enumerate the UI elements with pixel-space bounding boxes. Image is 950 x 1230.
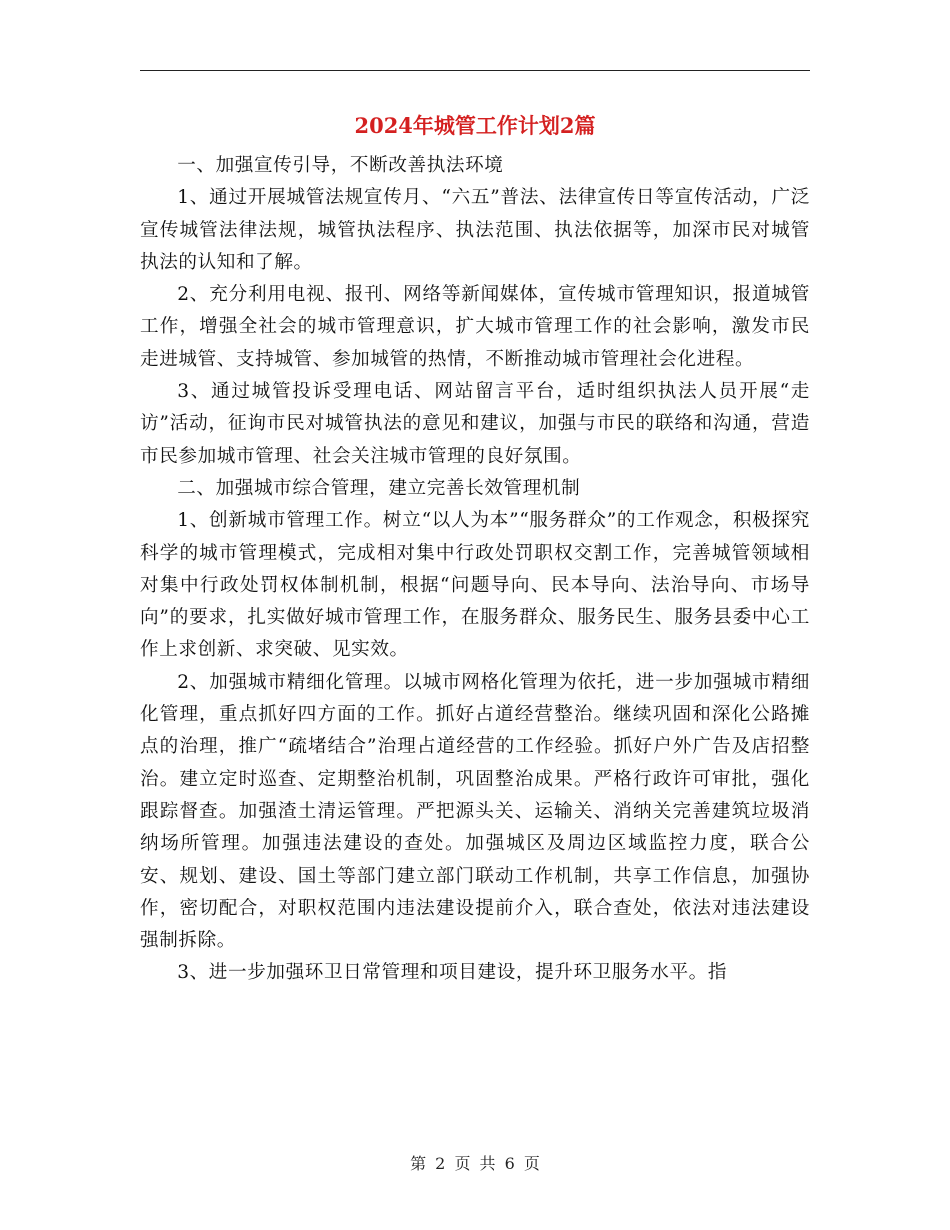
paragraph-2-2: 2、加强城市精细化管理。以城市网格化管理为依托，进一步加强城市精细化管理，重点抓好四方面的工作。抓好占道经营整治。继续巩固和深化公路摊点的治理，推广“疏堵结合”治理占道经营的工作经验。抓好户外广告及店招整治。建立定时巡查、定期整治机制，巩固整治成果。严格行政许可审批，强化跟踪督查。加强渣土清运管理。严把源头关、运输关、消纳关完善建筑垃圾消纳场所管理。加强违法建设的查处。加强城区及周边区域监控力度，联合公安、规划、建设、国土等部门建立部门联动工作机制，共享工作信息，加强协作，密切配合，对职权范围内违法建设提前介入，联合查处，依法对违法建设强制拆除。 (140, 671, 810, 952)
paragraph-1-2: 2、充分利用电视、报刊、网络等新闻媒体，宣传城市管理知识，报道城管工作，增强全社会的城市管理意识，扩大城市管理工作的社会影响，激发市民走进城管、支持城管、参加城管的热情，不断推动城市管理社会化进程。 (140, 284, 810, 370)
paragraph-2-1: 1、创新城市管理工作。树立“以人为本”“服务群众”的工作观念，积极探究科学的城市管理模式，完成相对集中行政处罚职权交割工作，完善城管领域相对集中行政处罚权体制机制，根据“问题导向、民本导向、法治导向、市场导向”的要求，扎实做好城市管理工作，在服务群众、服务民生、服务县委中心工作上求创新、求突破、见实效。 (140, 510, 810, 661)
paragraph-2-3: 3、进一步加强环卫日常管理和项目建设，提升环卫服务水平。指 (177, 962, 728, 984)
header-rule (140, 70, 810, 71)
document-title: 2024年城管工作计划2篇 (354, 113, 596, 138)
paragraph-1-1: 1、通过开展城管法规宣传月、“六五”普法、法律宣传日等宣传活动，广泛宣传城管法律法规，城管执法程序、执法范围、执法依据等，加深市民对城管执法的认知和了解。 (140, 187, 810, 273)
section-heading-2: 二、加强城市综合管理，建立完善长效管理机制 (177, 477, 581, 499)
section-heading-1: 一、加强宣传引导，不断改善执法环境 (177, 155, 504, 176)
page-footer: 第 2 页 共 6 页 (410, 1154, 540, 1173)
paragraph-1-3: 3、通过城管投诉受理电话、网站留言平台，适时组织执法人员开展“走访”活动，征询市民对城管执法的意见和建议，加强与市民的联络和沟通，营造市民参加城市管理、社会关注城市管理的良好氛围。 (140, 381, 810, 467)
document-body (140, 150, 810, 990)
